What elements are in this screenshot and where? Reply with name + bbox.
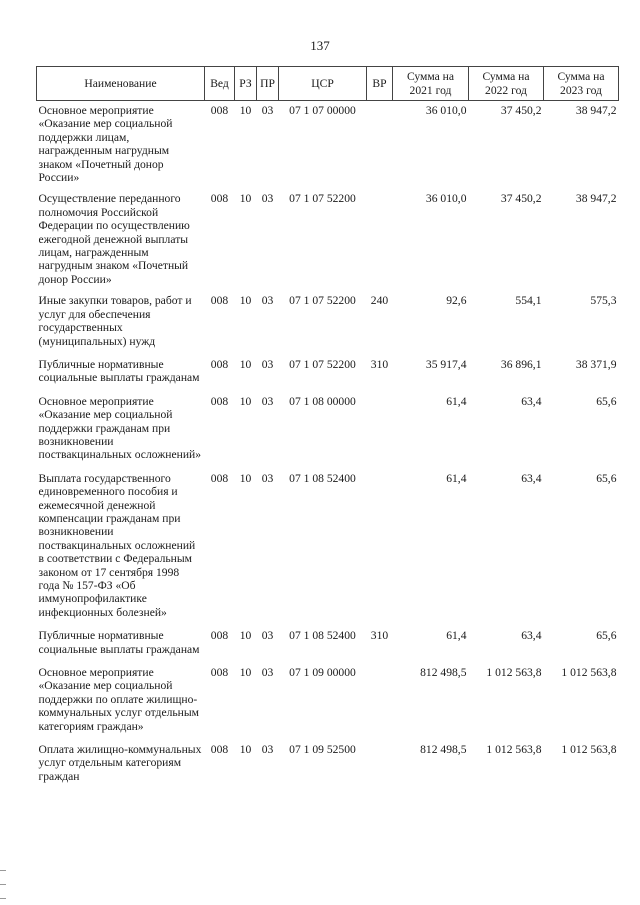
- cell-sum-2021: 61,4: [446, 471, 467, 485]
- cell-sum-2023: 65,6: [596, 629, 617, 643]
- cell-sum-2021: 35 917,4: [425, 357, 467, 371]
- cell-sum-2021: 812 498,5: [420, 666, 467, 680]
- cell-rz: 10: [239, 629, 252, 643]
- cell-ved: 008: [210, 192, 229, 206]
- cell-vr: [367, 743, 393, 791]
- cell-sum-2021: 812 498,5: [420, 743, 467, 757]
- header-rz: РЗ: [235, 67, 257, 101]
- header-ved: Вед: [205, 67, 235, 101]
- cell-csr: 07 1 07 52200: [289, 294, 356, 308]
- cell-ved: 008: [210, 294, 229, 308]
- cell-ved: 008: [210, 357, 229, 371]
- cell-csr: 07 1 07 52200: [289, 357, 356, 371]
- table-row: [37, 358, 619, 395]
- cell-name: Осуществление переданного полномочия Российской Федерации по осуществлению ежегодной денежной выплаты лицам, награжденным нагрудным знаком «Почетный донор России»: [38, 192, 190, 286]
- header-sum-2021: Сумма на 2021 год: [393, 67, 469, 101]
- cell-sum-2022: 1 012 563,8: [486, 743, 542, 757]
- cell-name: Основное мероприятие «Оказание мер социальной поддержки лицам, награжденным нагрудным знаком «Почетный донор России»: [38, 104, 173, 185]
- cell-pr: 03: [261, 192, 274, 206]
- cell-name: Публичные нормативные социальные выплаты гражданам: [38, 629, 200, 656]
- table-row: [37, 743, 619, 791]
- cell-rz: 10: [239, 471, 252, 485]
- header-csr: ЦСР: [279, 67, 367, 101]
- cell-rz: 10: [239, 357, 252, 371]
- cell-csr: 07 1 08 52400: [289, 471, 356, 485]
- header-sum-2022: Сумма на 2022 год: [469, 67, 544, 101]
- table-row: [37, 395, 619, 472]
- cell-sum-2021: 36 010,0: [425, 104, 467, 117]
- cell-sum-2022: 1 012 563,8: [486, 666, 542, 680]
- header-pr: ПР: [257, 67, 279, 101]
- cell-ved: 008: [210, 471, 229, 485]
- cell-rz: 10: [239, 743, 252, 757]
- cell-vr: [367, 395, 393, 472]
- cell-ved: 008: [210, 394, 229, 408]
- table-row: [37, 472, 619, 629]
- cell-sum-2021: 61,4: [446, 394, 467, 408]
- cell-rz: 10: [239, 104, 252, 117]
- cell-name: Основное мероприятие «Оказание мер социальной поддержки по оплате жилищно-коммунальных услуг отдельным категориям граждан»: [38, 666, 199, 733]
- cell-ved: 008: [210, 629, 229, 643]
- cell-sum-2021: 36 010,0: [425, 192, 467, 206]
- cell-ved: 008: [210, 666, 229, 680]
- cell-sum-2023: 38 947,2: [575, 192, 617, 206]
- cell-vr: [367, 192, 393, 294]
- cell-sum-2023: 575,3: [590, 294, 617, 308]
- cell-pr: 03: [261, 357, 274, 371]
- table-row: [37, 294, 619, 358]
- cell-sum-2023: 38 371,9: [575, 357, 617, 371]
- cell-pr: 03: [261, 629, 274, 643]
- cell-pr: 03: [261, 743, 274, 757]
- cell-sum-2022: 554,1: [515, 294, 542, 308]
- margin-mark: [0, 870, 6, 871]
- cell-vr: 240: [370, 294, 389, 308]
- budget-table: [36, 66, 619, 791]
- table-body: [37, 101, 619, 792]
- cell-csr: 07 1 08 00000: [289, 394, 356, 408]
- cell-sum-2021: 92,6: [446, 294, 467, 308]
- cell-rz: 10: [239, 192, 252, 206]
- cell-sum-2023: 1 012 563,8: [561, 743, 617, 757]
- header-name: Наименование: [37, 67, 205, 101]
- cell-rz: 10: [239, 666, 252, 680]
- cell-pr: 03: [261, 104, 274, 117]
- cell-name: Основное мероприятие «Оказание мер социальной поддержки гражданам при возникновении поствакцинальных осложнений»: [38, 394, 202, 462]
- cell-pr: 03: [261, 294, 274, 308]
- cell-sum-2022: 36 896,1: [500, 357, 542, 371]
- cell-sum-2023: 1 012 563,8: [561, 666, 617, 680]
- cell-name: Оплата жилищно-коммунальных услуг отдельным категориям граждан: [38, 743, 202, 783]
- cell-csr: 07 1 07 52200: [289, 192, 356, 206]
- cell-sum-2023: 65,6: [596, 394, 617, 408]
- cell-pr: 03: [261, 394, 274, 408]
- cell-rz: 10: [239, 294, 252, 308]
- cell-name: Публичные нормативные социальные выплаты гражданам: [38, 357, 200, 385]
- cell-csr: 07 1 09 00000: [289, 666, 356, 680]
- cell-name: Выплата государственного единовременного пособия и ежемесячной денежной компенсации гражданам при возникновении поствакцинальных осложнений в соответствии с Федеральным законом от 17 сентября 1998 года № 157-ФЗ «Об иммунопрофилактике инфекционных болезней»: [38, 471, 196, 619]
- cell-sum-2022: 63,4: [521, 394, 542, 408]
- header-sum-2023: Сумма на 2023 год: [544, 67, 619, 101]
- page-number: 137: [310, 38, 330, 53]
- cell-sum-2022: 37 450,2: [500, 104, 542, 117]
- cell-vr: 310: [370, 629, 389, 643]
- cell-rz: 10: [239, 394, 252, 408]
- cell-sum-2022: 63,4: [521, 471, 542, 485]
- cell-sum-2023: 38 947,2: [575, 104, 617, 117]
- header-vr: ВР: [367, 67, 393, 101]
- cell-vr: 310: [370, 357, 389, 371]
- cell-ved: 008: [210, 104, 229, 117]
- cell-csr: 07 1 08 52400: [289, 629, 356, 643]
- cell-sum-2021: 61,4: [446, 629, 467, 643]
- cell-sum-2023: 65,6: [596, 471, 617, 485]
- cell-csr: 07 1 07 00000: [289, 104, 356, 117]
- table-row: [37, 192, 619, 294]
- cell-sum-2022: 63,4: [521, 629, 542, 643]
- table-header-row: [37, 67, 619, 101]
- cell-vr: [367, 101, 393, 193]
- cell-name: Иные закупки товаров, работ и услуг для обеспечения государственных (муниципальных) нужд: [38, 294, 192, 348]
- cell-sum-2022: 37 450,2: [500, 192, 542, 206]
- cell-ved: 008: [210, 743, 229, 757]
- margin-mark: [0, 898, 6, 899]
- cell-pr: 03: [261, 666, 274, 680]
- table-row: [37, 101, 619, 193]
- table-row: [37, 629, 619, 666]
- cell-vr: [367, 666, 393, 743]
- cell-vr: [367, 472, 393, 629]
- cell-pr: 03: [261, 471, 274, 485]
- table-row: [37, 666, 619, 743]
- cell-csr: 07 1 09 52500: [289, 743, 356, 757]
- margin-mark: [0, 884, 6, 885]
